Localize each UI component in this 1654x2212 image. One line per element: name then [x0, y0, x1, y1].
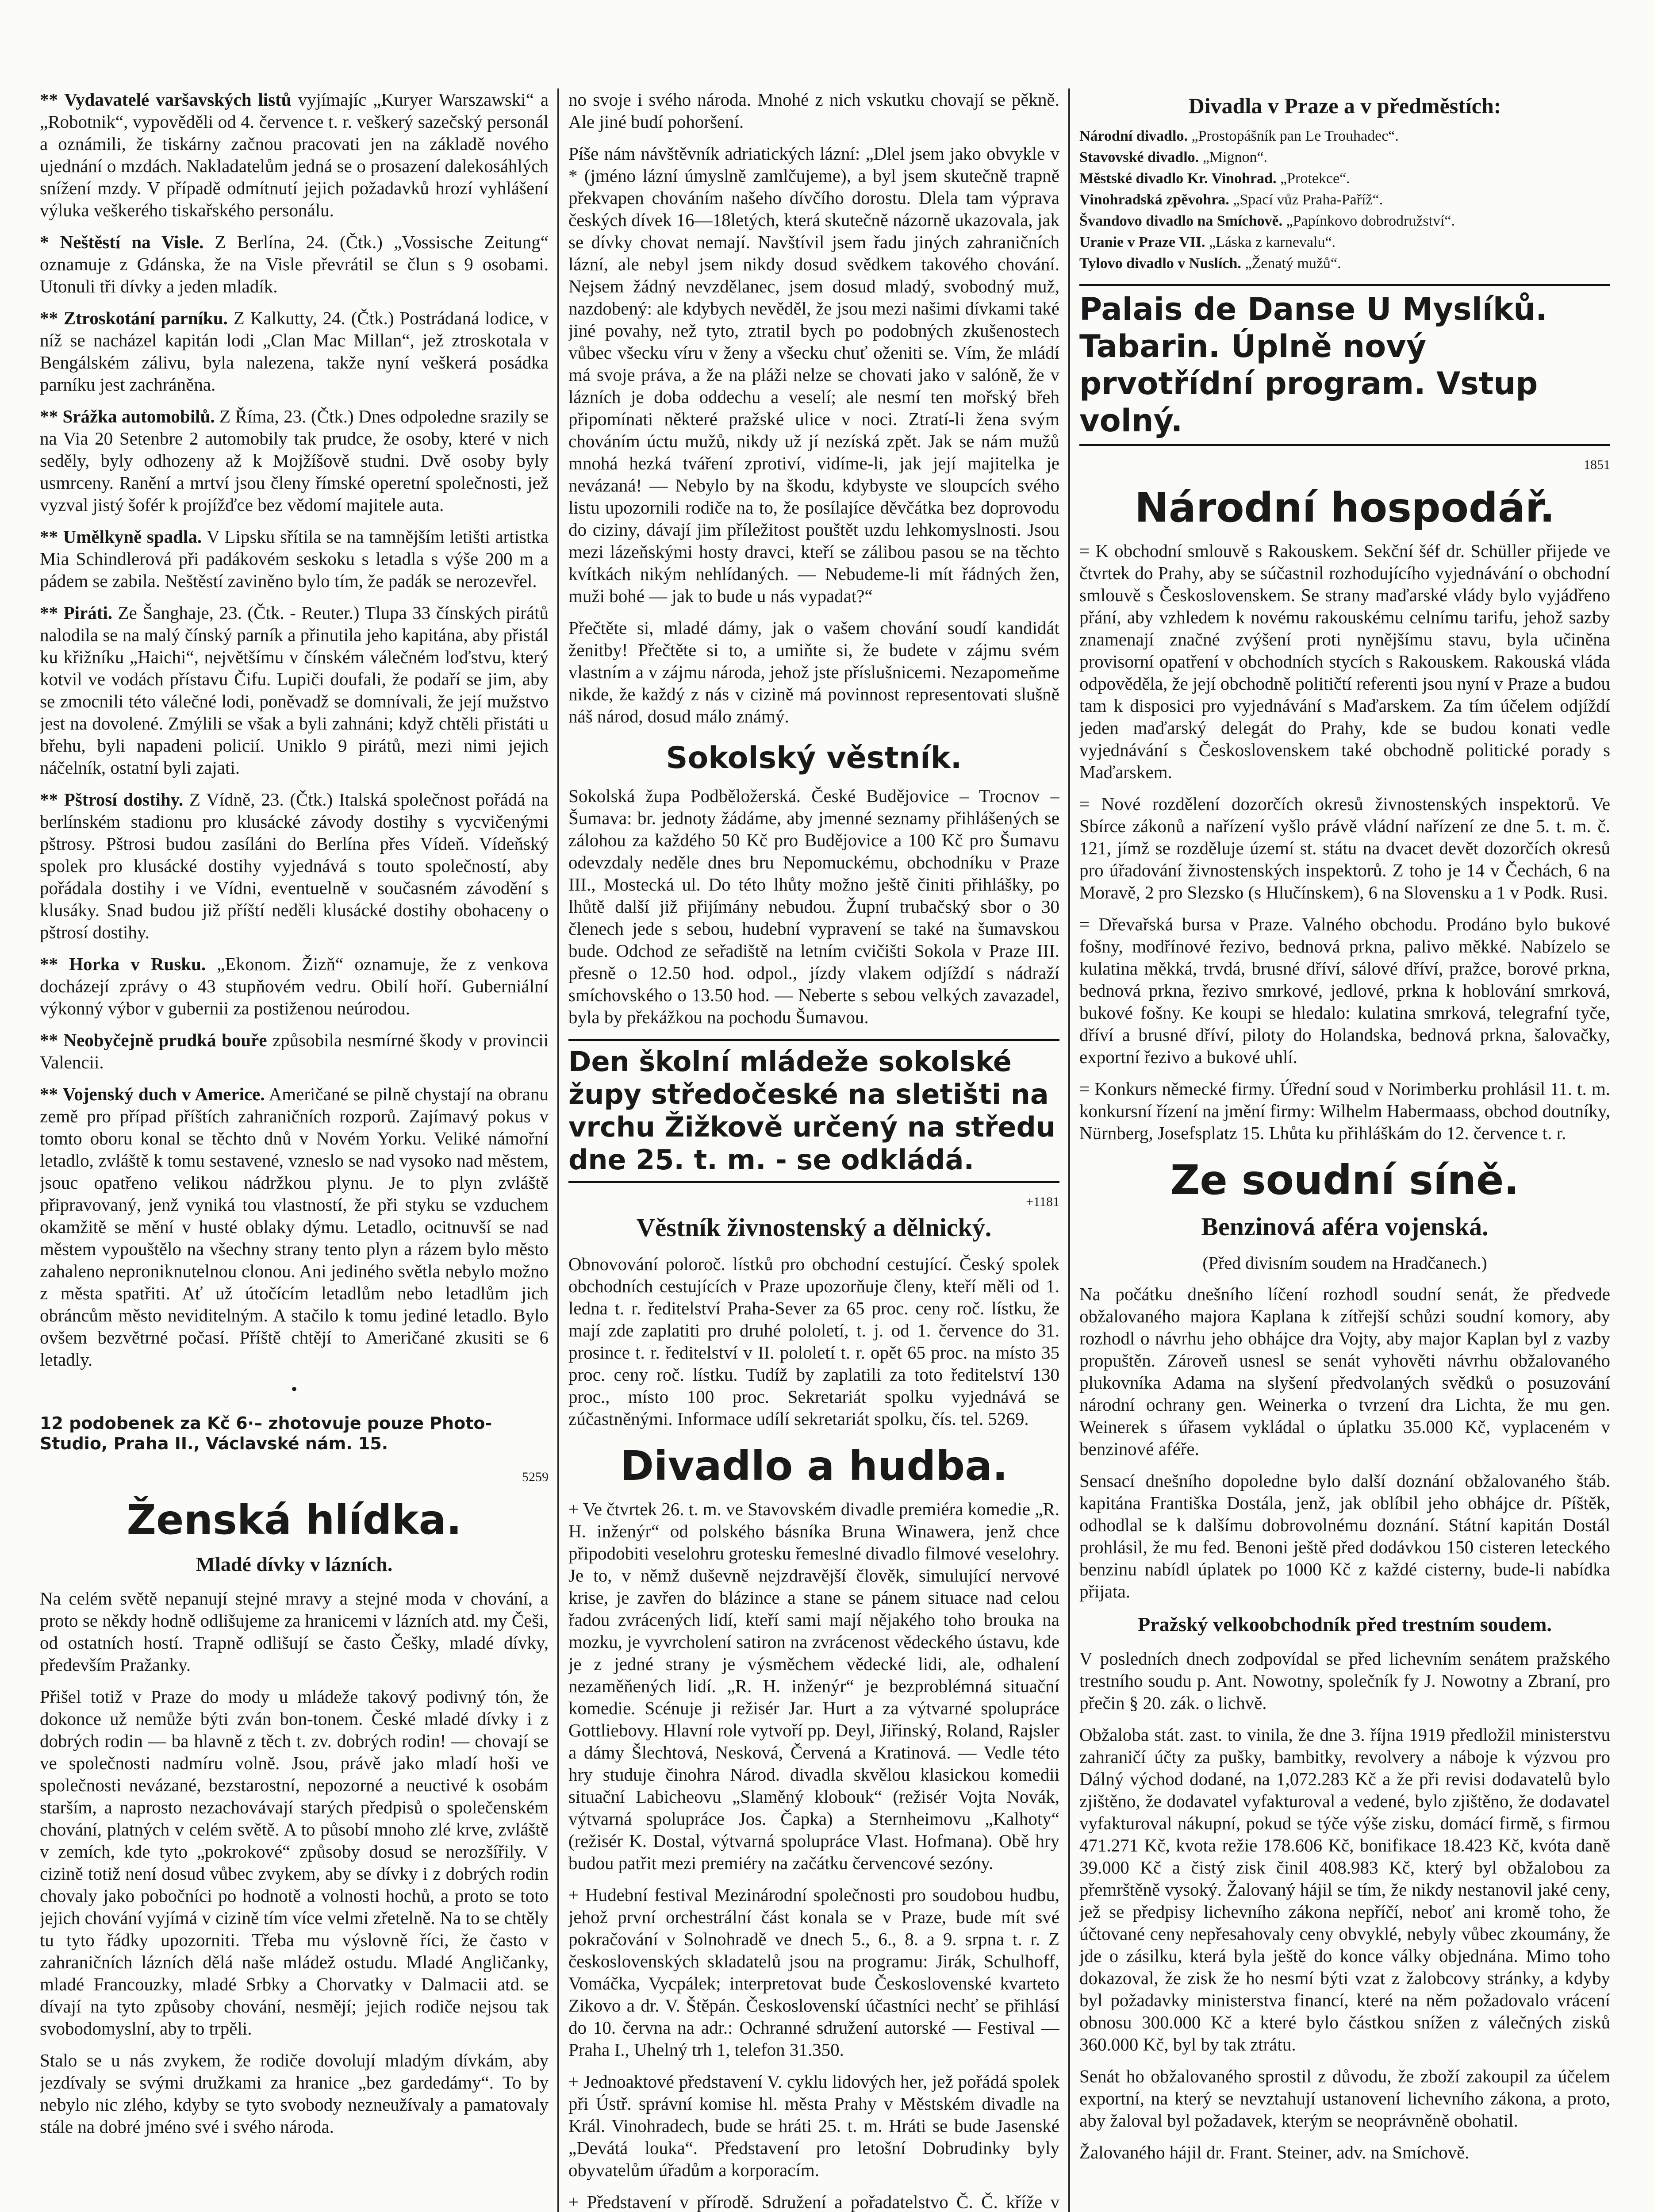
economy-paragraph: = K obchodní smlouvě s Rakouskem. Sekční šéf dr. Schüller přijede ve čtvrtek do Prahy, aby se súčastnil rozhodujícího vyjednávání o obchodní smlouvě s Československem. Se strany maďarské vlády bylo vyjádřeno přání, aby vzhledem k novému rakouskému celnímu tarifu, jehož sazby znamenají značné zvýšení proti nynějšímu stavu, byla učiněna provisorní opatření v obchodních stycích s Rakouskem. Rakouská vláda odpověděla, že její obchodně političtí referenti jsou nyní v Praze a budou tam k disposici pro vyjednávání s Maďarskem. Za tím účelem odjíždí jeden maďarský delegát do Prahy, kde se budou konati vedle vyjednávání s Československem také obchodně politické porady s Maďarskem. [1079, 541, 1610, 782]
trader-paragraph: Senát ho obžalovaného sprostil z důvodu, že zboží zakoupil za účelem exportní, na který se nevztahují ustanovení lichevního zákona, a proto, aby žaloval byl požadavek, kterým se neoprávněně obohatil. [1079, 2066, 1610, 2131]
court-title: Ze soudní síně. [1170, 1156, 1520, 1204]
economy-paragraph: = Konkurs německé firmy. Úřední soud v Norimberku prohlásil 11. t. m. konkursní řízení na jmění firmy: Wilhelm Habermaass, obchod doutníky, Nürnberg, Josefsplatz 15. Lhůta ku přihláškám do 12. července t. r. [1079, 1079, 1610, 1143]
theatre-play: „Protekce“. [1280, 170, 1350, 187]
news-item [40, 307, 549, 396]
feature-subtitle: Mladé dívky v lázních. [196, 1553, 393, 1575]
feature-paragraph: Přišel totiž v Praze do mody u mládeže takový podivný tón, že dokonce už nemůže býti zván bon-tonem. České mladé dívky i z dobrých rodin — ba hlavně z těch t. zv. dobrých rodin! — chovají se ve společnosti nadmíru volně. Jsou, právě jako mladí hoši ve společnosti nevázané, bezstarostní, nepozorné a neuctivé k osobám starším, a naprosto nezachovávají starých předpisů o společenském chování, platných v celém světě. A to působí mnoho zlé krve, zvláště v zemích, kde tyto „pokrokové“ způsoby dosud se nerozšířily. V cizině totiž není dosud vůbec zvykem, aby se dívky i z dobrých rodin chovaly jako pobočníci po hodnotě a volnosti hochů, a proto se toto jejich chování vyjímá v cizině tím více velmi zřetelně. Na to se chtěly tu tyto řádky upozorniti. Třeba mu výslovně říci, že často v zahraničních lázních dělá naše mládež ostudu. Mladé Angličanky, mladé Francouzky, mladé Srbky a Chorvatky v Dalmacii atd. se dívají na tyto způsoby chování, nesmějí; jejich rodiče nejsou tak svobodomyslní, aby to trpěli. [40, 1686, 549, 2039]
theatre-listing [1079, 254, 1610, 273]
theatre-name: Tylovo divadlo v Nuslích. [1079, 255, 1241, 272]
theatres-title: Divadla v Praze a v předměstích: [1188, 93, 1501, 118]
news-item [40, 602, 549, 779]
theatre-play: „Prostopášník pan Le Trouhadec“. [1191, 128, 1399, 144]
theatre-name: Švandovo divadlo na Smíchově. [1079, 213, 1283, 229]
economy-paragraph: = Nové rozdělení dozorčích okresů živnostenských inspektorů. Ve Sbírce zákonů a nařízení vyšlo právě vládní nařízení ze dne 5. t. m. č. 121, jímž se rozděluje území st. státu na dvacet devět dozorčích okresů pro úřadování živnostenských inspektorů. Z toho je 14 v Čechách, 6 na Moravě, 2 pro Slezsko (s Hlučínskem), 6 na Slovensku a 1 v Podk. Rusi. [1079, 794, 1610, 902]
theatre-listing [1079, 127, 1610, 146]
theatre-listing [1079, 233, 1610, 252]
news-headline: ** Horka v Rusku. [40, 954, 206, 974]
news-item [40, 88, 549, 221]
school-youth-ad: Den školní mládeže sokolské župy středočeské na sletišti na vrchu Žižkově určený na středu dne 25. t. m. - se odkládá. [568, 1039, 1059, 1183]
ad-number: +1181 [1026, 1194, 1059, 1209]
court-note: (Před divisním soudem na Hradčanech.) [1202, 1253, 1487, 1273]
column-rule [557, 88, 559, 2212]
news-text: V Lipsku sřítila se na tamnějším letišti artistka Mia Schindlerová při padákovém seskoku s letadla s výše 200 m a pádem se zabila. Neštěstí zaviněno bylo tím, že padák se nerozevřel. [40, 526, 549, 591]
news-text: Z Říma, 23. (Čtk.) Dnes odpoledne srazily se na Via 20 Setenbre 2 automobily tak prudce, že osoby, které v nich seděly, byly odhozeny až k Mojžíšově studni. Dvě osoby byly usmrceny. Ranění a mrtví jsou členy římské operetní společnosti, jež vyzval jistý šofér k projížďce bez vědomí majitele auta. [40, 406, 549, 515]
news-text: Z Vídně, 23. (Čtk.) Italská společnost pořádá na berlínském stadionu pro klusácké závody dostihy s vycvičenými pštrosy. Pštrosi budou zasíláni do Berlína přes Vídeň. Vídeňský spolek pro klusácké dostihy vyjednává s touto společností, aby pořádala dostihy i ve Vídni, eventuelně v současném závodění s klusáky. Snad budou již příští neděli klusácké dostihy obohaceny o pštrosí dostihy. [40, 789, 549, 942]
separator: • [291, 1379, 297, 1399]
news-text: Z Berlína, 24. (Čtk.) „Vossische Zeitung“ oznamuje z Gdánska, že na Visle převrátil se člun s 9 osobami. Utonuli tři dívky a jeden mladík. [40, 232, 549, 296]
theatre-name: Stavovské divadlo. [1079, 149, 1199, 165]
news-headline: ** Piráti. [40, 603, 113, 623]
photo-studio-ad: 12 podobenek za Kč 6·– zhotovuje pouze Photo-Studio, Praha II., Václavské nám. 15. [40, 1413, 492, 1453]
sokol-text: Sokolská župa Podběložerská. České Budějovice – Trocnov – Šumava: br. jednoty žádáme, aby jmenné seznamy přihlášených se zálohou za každého 50 Kč pro Budějovice a 100 Kč pro Šumavu odevzdaly neděle dnes bru Nepomuckému, obchodníku v Praze III., Mostecká ul. Do této lhůty možno ještě činiti přihlášky, po lhůtě další již přijímány nebudou. Župní trubačský sbor o 30 členech jede s sebou, hudební vypravení se také na šumavskou bude. Odchod ze seřadiště na letním cvičišti Sokola v Praze III. přesně o 12.50 hod. odpol., jízdy vlakem odjíždí s nádraží smíchovského o 13.50 hod. — Neberte s sebou velkých zavazadel, byla by překážkou na pochodu Šumavou. [568, 786, 1059, 1027]
theatre-paragraph: + Představení v přírodě. Sdružení a pořadatelstvo Č. Č. kříže v [568, 2192, 1059, 2212]
theatre-name: Národní divadlo. [1079, 128, 1188, 144]
court-subtitle: Benzinová aféra vojenská. [1201, 1212, 1489, 1241]
column-left [40, 88, 549, 2212]
court-paragraph: Na počátku dnešního líčení rozhodl soudní senát, že předvede obžalovaného majora Kaplana k zítřejší schůzi soudní komory, aby rozhodl o návrhu jeho obhájce dra Vojty, aby major Kaplan byl z vazby propuštěn. Zároveň usnesl se senát vyhověti návrhu obžalovaného plukovníka Adama na slyšení předvolaných svědků o posuzování národní ochrany gen. Weinerka o tvrzení dra Lichta, že mu gen. Weinerek s úřasem vykládal o úplatku 35.000 Kč, vyplaceném v benzinové aféře. [1079, 1284, 1610, 1459]
theatre-paragraph: + Hudební festival Mezinárodní společnosti pro soudobou hudbu, jehož první orchestrální část konala se v Praze, bude mít své pokračování v Solnohradě ve dnech 5., 6., 8. a 9. srpna t. r. Z československých skladatelů jsou na programu: Jirák, Schulhoff, Vomáčka, Vycpálek; interpretovat bude Československé kvarteto Zikovo a dr. V. Štěpán. Československí účastníci nechť se přihlásí do 10. června na adr.: Ochranné sdružení autorské — Festival — Praha I., Uhelný trh 1, telefon 31.350. [568, 1885, 1059, 2060]
news-headline: ** Umělkyně spadla. [40, 526, 202, 547]
theatre-play: „Papínkovo dobrodružství“. [1286, 213, 1455, 229]
theatre-play: „Mignon“. [1202, 149, 1268, 165]
economy-title: Národní hospodář. [1134, 484, 1555, 531]
column-middle [568, 88, 1059, 2212]
trade-text: Obnovování poloroč. lístků pro obchodní cestující. Český spolek obchodních cestujících v Praze upozorňuje členy, kteří měli od 1. ledna t. r. ředitelství Praha-Sever za 65 proc. ceny roč. lístku, že mají zde zaplatiti pro druhé pololetí, t. j. od 1. července do 31. prosince t. r. ředitelství v II. pololetí t. r. opět 65 proc. na místo 35 proc. ceny roč. lístku. Tudíž by zaplatili za toto ředitelství 130 proc., místo 100 proc. Sekretariát spolku vyjednává se zúčastněnými. Informace udílí sekretariát spolku, čís. tel. 5269. [568, 1254, 1059, 1429]
feature-title: Ženská hlídka. [127, 1496, 462, 1544]
news-item [40, 1083, 549, 1371]
theatre-name: Městské divadlo Kr. Vinohrad. [1079, 170, 1277, 187]
news-headline: ** Vojenský duch v Americe. [40, 1084, 265, 1104]
ad-number: 5259 [522, 1470, 549, 1484]
news-headline: ** Neobyčejně prudká bouře [40, 1030, 267, 1050]
news-item [40, 526, 549, 592]
news-item [40, 788, 549, 943]
theatre-paragraph: + Jednoaktové představení V. cyklu lidových her, jež pořádá spolek při Ústř. správní komise hl. města Prahy v Městském divadle na Král. Vinohradech, bude se hráti 25. t. m. Hráti se bude Jasenské „Devátá louka“. Představení pro letošní Dobrudinky byly obyvatelům úřadům a korporacím. [568, 2071, 1059, 2180]
news-text: vyjímajíc „Kuryer Warszawski“ a „Robotnik“, vypověděli od 4. července t. r. veškerý sazečský personál a oznámili, že tiskárny začnou pracovati jen na základě nového ujednání o mzdách. Nakladatelům jedná se o prosazení dalekosáhlých snížení mzdy. V případě odmítnutí jejich požadavků hrozí vyhlášení výluka veškerého tiskařského personálu. [40, 89, 549, 220]
feature-paragraph: Stalo se u nás zvykem, že rodiče dovolují mladým dívkám, aby jezdívaly se svými družkami za hranice „bez gardedámy“. To by nebylo nic zlého, kdyby se tyto svobody nezneužívaly a pamatovaly stále na dobré jméno své i svého národa. [40, 2050, 549, 2137]
ad-number: 1851 [1584, 457, 1610, 472]
news-text: Američané se pilně chystají na obranu země pro případ příštích zahraničních rozporů. Zajímavý pokus v tomto oboru konal se těchto dnů v Novém Yorku. Veliké námořní letadlo, zvláště k tomu sestavené, vzneslo se nad vysoko nad městem, jsouc opatřeno velikou nádržkou plynu. Je to plyn zvláště připravovaný, jenž vyniká tou vlastností, že při styku se vzduchem okamžitě se mění v husté oblaky dýmu. Letadlo, ocitnuvší se nad městem vypouštělo na všechny strany tento plyn a rázem bylo město zahaleno neproniknutelnou clonou. Ani jediného světla nebylo možno z města spatřiti. Ať už útočícím letadlům nebo letadlům jich obráncům město neviditelným. A stačilo k tomu jediné letadlo. Bylo ovšem bezvětrné počasí. Příště chtějí to Američané zkusiti se 6 letadly. [40, 1084, 549, 1370]
news-headline: ** Ztroskotání parníku. [40, 308, 228, 328]
news-text: způsobila nesmírné škody v provincii Valencii. [40, 1030, 549, 1072]
article-paragraph: Píše nám návštěvník adriatických lázní: „Dlel jsem jako obvykle v * (jméno lázní úmyslně zamlčujeme), a byl jsem skutečně trapně překvapen chováním našeho dívčího dorostu. Dlela tam výprava českých dívek 16—18letých, která skutečně názorně ukazovala, jak se dívky chovat nemají. Navštívil jsem řadu jiných zahraničních lázní, ale nebyl jsem nikdy dosud svědkem takového chování. Nejsem žádný nevzdělanec, jsem dosud mladý, svobodný muž, nazdobený: ale kdybych nevěděl, že jsou mezi našimi dívkami také jiné povahy, než tyto, ztratil bych po podobných zkušenostech vůbec všecku víru v ženy a všecku chuť oženiti se. Vím, že mládí má svoje práva, a že na pláži nelze se chovati jako v salóně, že v lázních je doba oddechu a veselí; ale nesmí ten mořský břeh připomínati některé pražské ulice v noci. Ztratí-li žena svým chováním úctu mužů, nikdy už jí nezíská zpět. Jak se nám mužů mnohá hezká tváření zprotiví, vidíme-li, jak její majitelka je nevázaná! — Nebylo by na škodu, kdybyste ve sloupcích svého listu upozornili rodiče na to, že posílajíce děvčátka bez doprovodu do ciziny, dávají jim příležitost pouštět uzdu lehkomyslnosti. Jsou mezi lázeňskými hosty dravci, kteří se zálibou pasou se na těchto kvítkách nikým nehlídaných. — Nebudeme-li mít řádných žen, muži bohé — jak to bude u nás vypadat?“ [568, 143, 1059, 606]
trader-paragraph: Žalovaného hájil dr. Frant. Steiner, adv. na Smíchově. [1079, 2142, 1470, 2162]
trader-paragraph: V posledních dnech zodpovídal se před lichevním senátem pražského trestního soudu p. Ant. Nowotny, společník fy J. Nowotny a Zbraní, pro přečin § 20. zák. o lichvě. [1079, 1648, 1610, 1713]
theatre-music-title: Divadlo a hudba. [620, 1442, 1008, 1490]
article-paragraph: Přečtěte si, mladé dámy, jak o vašem chování soudí kandidát ženitby! Přečtěte si to, a umiňte si, že budete v zájmu svém vlastním a v zájmu národa, jehož jste příslušnicemi. Nezapomeňme nikde, že každý z nás v cizině má povinnost representovati slušně náš národ, dosud málo známý. [568, 618, 1059, 726]
news-headline: ** Pštrosí dostihy. [40, 789, 184, 810]
theatre-paragraph: + Ve čtvrtek 26. t. m. ve Stavovském divadle premiéra komedie „R. H. inženýr“ od polského básníka Bruna Winawera, jenž chce připodobiti veselohru grotesku řemeslné divadlo filmové veselohry. Je to, v němž duševně nejzdravější člověk, simulující nervové krise, je zavřen do blázince a stane se pánem situace nad celou řadou zvrácených lidí, kteří sami mají nějakého toho brouka na mozku, je vyvrcholení satiron na zvrácenost vědeckého ústavu, kde je z jedné strany je výsměchem vědecké lidi, ale, odhalení nezaměňených lidí. „R. H. inženýr“ je bezproblémná situační komedie. Scénuje ji režisér Jar. Hurt a za výtvarné spolupráce Gottliebovy. Hlavní role vytvoří pp. Deyl, Jiřinský, Roland, Rajsler a dámy Šlechtová, Nesková, Červená a Kratinová. — Vedle této hry studuje činohra Národ. divadla skvělou klasickou komedii situační Labicheovu „Slaměný klobouk“ (režisér Vojta Novák, výtvarná spolupráce Jos. Čapka) a Sternheimovu „Kalhoty“ (režisér K. Dostal, výtvarná spolupráce Vlast. Hofmana). Obě hry budou patřit mezi premiéry na začátku červencové sezóny. [568, 1499, 1059, 1873]
trade-title: Věstník živnostenský a dělnický. [636, 1213, 992, 1242]
news-text: „Ekonom. Žizň“ oznamuje, že z venkova docházejí zprávy o 43 stupňovém vedru. Obilí hoří. Guberniální výkonný výbor v gubernii za postiženou neúrodou. [40, 954, 549, 1018]
theatre-play: „Spací vůz Praha-Paříž“. [1233, 192, 1383, 208]
continued-text: no svoje i svého národa. Mnohé z nich vskutku chovají se pěkně. Ale jiné budí pohoršení. [568, 89, 1059, 132]
news-text: Ze Šanghaje, 23. (Čtk. - Reuter.) Tlupa 33 čínských pirátů nalodila se na malý čínský parník a přinutila jeho kapitána, aby přistál ku křižníku „Haichi“, největšímu v čínském válečném loďstvu, který kotvil ve vodách přístavu Čifu. Lupiči doufali, že podaří se jim, aby se zmocnili této válečné lodi, poněvadž se domnívali, že její mužstvo jest na dovolené. Zmýlili se však a byli zahnáni; když chtěli přistáti u břehu, byli napadeni policií. Uniklo 9 pirátů, mezi nimi jejich náčelník, ostatní byli zajati. [40, 603, 549, 778]
trader-paragraph: Obžaloba stát. zast. to vinila, že dne 3. října 1919 předložil ministerstvu zahraničí účty za pušky, bambitky, revolvery a náboje k výzvou pro Dálný východ dodané, na 1,072.283 Kč a že při revisi dodavatelů bylo zjištěno, že dodavatel vyfakturoval a vedené, bylo zjištěno, že dodavatel vyfakturoval nákupní, pokud se týče výše zisku, domácí firmě, s firmou 471.271 Kč, kvota režie 178.606 Kč, bonifikace 18.423 Kč, kvóta daně 39.000 Kč a čistý zisk činil 408.983 Kč, který byl obžalobou za přemrštěně vysoký. Žalovaný hájil se tím, že nikdy nestanovil jaké ceny, jež se předpisy lichevního zákona nepříčí, neboť ani kromě toho, že účtované ceny nepřesahovaly ceny obvyklé, nebyly vůbec zkoumány, že jde o zásilku, která byla ještě do konce války objednána. Mimo toho dokazoval, že zisk že ho nesmí býti vzat z žalobcovy stránky, a kdyby byl požadavky ministerstva financí, které na něm požadovalo vrácení obnosu 300.000 Kč a které bylo částkou snížen z válečných zisků 360.000 Kč, byl by tak ztrátu. [1079, 1724, 1610, 2055]
trader-title: Pražský velkoobchodník před trestním soudem. [1138, 1613, 1552, 1636]
news-headline: ** Srážka automobilů. [40, 406, 215, 426]
theatre-name: Vinohradská zpěvohra. [1079, 192, 1229, 208]
sokol-title: Sokolský věstník. [666, 741, 962, 776]
news-item [40, 953, 549, 1019]
theatre-listing [1079, 190, 1610, 210]
news-headline: ** Vydavatelé varšavských listů [40, 89, 292, 110]
news-text: Z Kalkutty, 24. (Čtk.) Postrádaná lodice, v níž se nacházel kapitán lodi „Clan Mac Millan“, jež ztroskotala v Bengálském zálivu, byla nalezena, takže nyní veškerá posádka parníku jest zachráněna. [40, 308, 549, 395]
economy-paragraph: = Dřevařská bursa v Praze. Valného obchodu. Prodáno bylo bukové fošny, modřínové řezivo, bednová prkna, palivo měkké. Nabízelo se kulatina měkká, trvdá, brusné dříví, sálové dříví, pražce, borové prkna, bednová prkna, řezivo smrkové, jedlové, prkna k hoblování smrková, bukové fošny. Ke koupi se hledalo: kulatina smrková, telegrafní tyče, dříví a brusné dříví, piloty do Holandska, bednová prkna, šalovačky, exportní řezivo a bukové uhlí. [1079, 914, 1610, 1067]
news-item [40, 405, 549, 516]
theatre-listing [1079, 148, 1610, 167]
court-paragraph: Sensací dnešního dopoledne bylo další doznání obžalovaného štáb. kapitána Františka Dostála, jenž, jak oblíbil jeho obhájce dr. Píštěk, odhodlal se k dalšímu dobrovolnému doznání. Státní kapitán Dostál prohlásil, že mu fed. Benoni ještě před dodávkou 150 cisteren leteckého benzinu nabídl úplatek po 1000 Kč z každé cisterny, bude-li nabídka přijata. [1079, 1471, 1610, 1601]
news-item [40, 1029, 549, 1073]
theatre-name: Uranie v Praze VII. [1079, 234, 1205, 250]
feature-paragraph: Na celém světě nepanují stejné mravy a stejné moda v chování, a proto se někdy hodně odlišujeme za hranicemi v lázních atd. my Češi, od ostatních hostí. Trapně odlišují se často Češky, mladé dívky, především Pražanky. [40, 1588, 549, 1675]
column-rule [1068, 88, 1070, 2212]
theatre-play: „Ženatý mužů“. [1245, 255, 1341, 272]
palais-de-danse-ad: Palais de Danse U Myslíků. Tabarin. Úplně nový prvotřídní program. Vstup volný. [1079, 284, 1610, 446]
news-headline: * Neštěstí na Visle. [40, 232, 204, 252]
news-item [40, 231, 549, 297]
theatre-listing [1079, 211, 1610, 231]
theatre-listing [1079, 169, 1610, 188]
theatre-play: „Láska z karnevalu“. [1209, 234, 1336, 250]
column-right [1079, 88, 1610, 2212]
